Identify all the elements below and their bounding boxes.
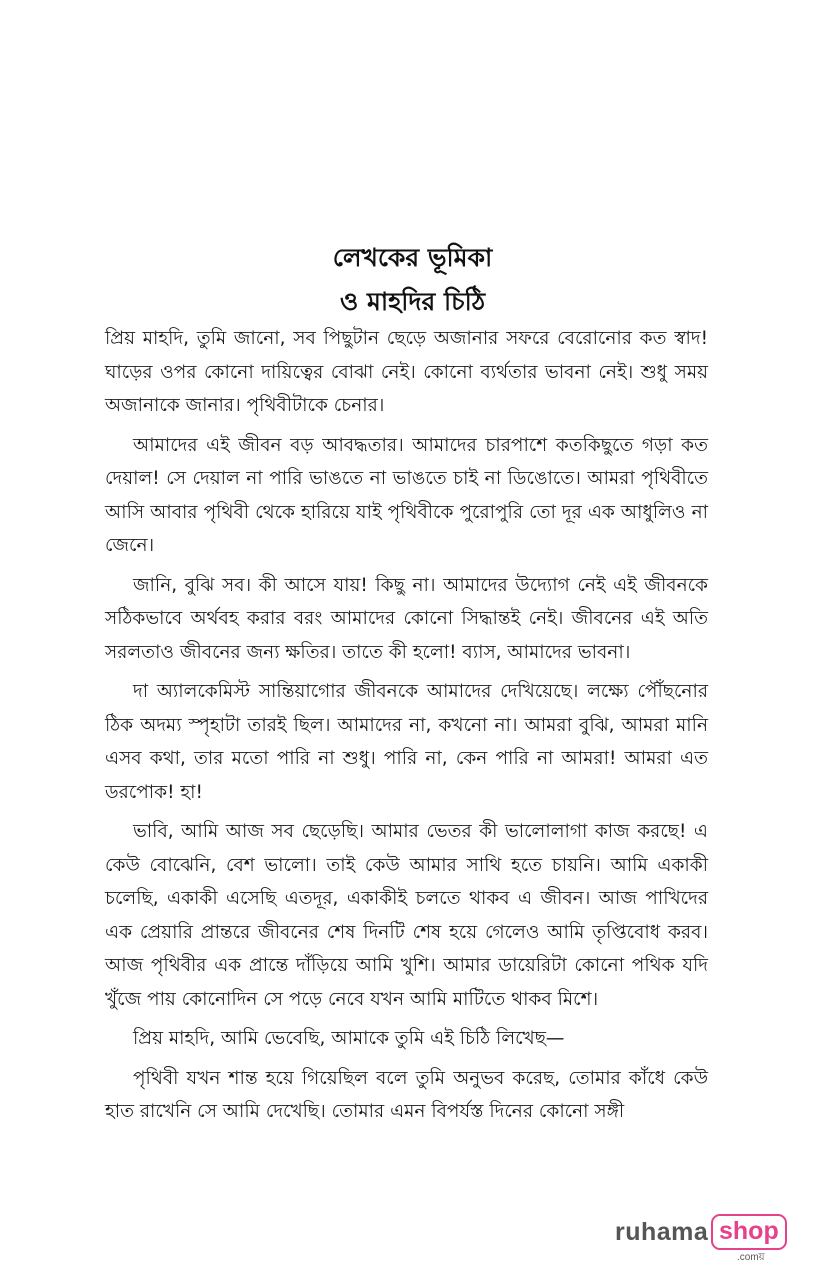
- paragraph-4: দা অ্যালকেমিস্ট সান্তিয়াগোর জীবনকে আমাদের দেখিয়েছে। লক্ষ্যে পৌঁছনোর ঠিক অদম্য স্পৃহাটা তারই ছিল। আমাদের না, কখনো না। আমরা বুঝি, আমরা মানি এসব কথা, তার মতো পারি না শুধু। পারি না, কেন পারি না আমরা! আমরা এত ডরপোক! হা!: [105, 681, 708, 803]
- paragraph-7: পৃথিবী যখন শান্ত হয়ে গিয়েছিল বলে তুমি অনুভব করেছ, তোমার কাঁধে কেউ হাত রাখেনি সে আমি দেখেছি। তোমার এমন বিপর্যস্ত দিনের কোনো সঙ্গী: [105, 1067, 708, 1122]
- ruhamashop-logo: [615, 1210, 795, 1263]
- chapter-title-line-1: লেখকের ভূমিকা: [332, 243, 493, 272]
- logo-com-text: .comয়: [737, 1252, 765, 1263]
- chapter-title-line-2: ও মাহদির চিঠি: [339, 287, 486, 316]
- paragraph-3: জানি, বুঝি সব। কী আসে যায়! কিছু না। আমাদের উদ্যোগ নেই এই জীবনকে সঠিকভাবে অর্থবহ করার বরং আমাদের কোনো সিদ্ধান্তই নেই। জীবনের এই অতি সরলতাও জীবনের জন্য ক্ষতির। তাতে কী হলো! ব্যাস, আমাদের ভাবনা।: [105, 574, 708, 663]
- paragraph-6: প্রিয় মাহদি, আমি ভেবেছি, আমাকে তুমি এই চিঠি লিখেছ—: [133, 1028, 565, 1049]
- body-text: [105, 322, 708, 1135]
- paragraph-2: আমাদের এই জীবন বড় আবদ্ধতার। আমাদের চারপাশে কতকিছুতে গড়া কত দেয়াল! সে দেয়াল না পারি ভাঙতে না ভাঙতে চাই না ডিঙোতে। আমরা পৃথিবীতে আসি আবার পৃথিবী থেকে হারিয়ে যাই পৃথিবীকে পুরোপুরি তো দূর এক আধুলিও না জেনে।: [105, 434, 708, 556]
- paragraph-5: ভাবি, আমি আজ সব ছেড়েছি। আমার ভেতর কী ভালোলাগা কাজ করছে! এ কেউ বোঝেনি, বেশ ভালো। তাই কেউ আমার সাথি হতে চায়নি। আমি একাকী চলেছি, একাকী এসেছি এতদূর, একাকীই চলতে থাকব এ জীবন। আজ পাখিদের এক প্রেয়ারি প্রান্তরে জীবনের শেষ দিনটি শেষ হয়ে গেলেও আমি তৃপ্তিবোধ করব। আজ পৃথিবীর এক প্রান্তে দাঁড়িয়ে আমি খুশি। আমার ডায়েরিটা কোনো পথিক যদি খুঁজে পায় কোনোদিন সে পড়ে নেবে যখন আমি মাটিতে থাকব মিশে।: [105, 821, 708, 1010]
- logo-shop-badge: shop: [711, 1214, 787, 1250]
- paragraph-1: প্রিয় মাহদি, তুমি জানো, সব পিছুটান ছেড়ে অজানার সফরে বেরোনোর কত স্বাদ! ঘাড়ের ওপর কোনো দায়িত্বের বোঝা নেই। কোনো ব্যর্থতার ভাবনা নেই। শুধু সময় অজানাকে জানার। পৃথিবীটাকে চেনার।: [105, 328, 708, 416]
- chapter-title: [0, 236, 825, 324]
- logo-ruhama-text: ruhama: [615, 1218, 709, 1246]
